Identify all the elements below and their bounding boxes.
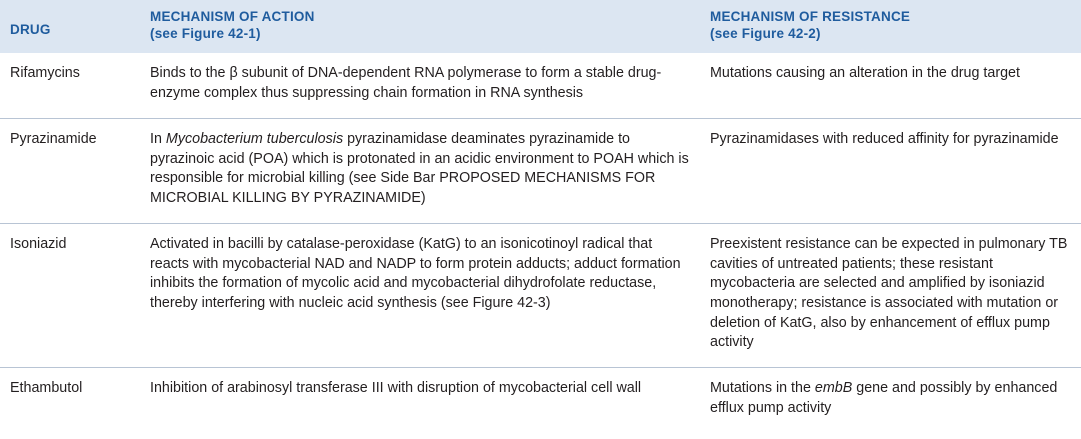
column-header-drug-label: DRUG: [10, 22, 51, 37]
moa-text-pre: In: [150, 130, 166, 147]
cell-drug: [0, 368, 140, 433]
column-header-mor-title: MECHANISM OF RESISTANCE: [710, 9, 911, 24]
table-row: [0, 53, 1081, 118]
cell-drug: [0, 118, 140, 223]
drug-name: Ethambutol: [10, 380, 83, 397]
cell-mechanism-of-action: [140, 118, 700, 223]
mor-text-pre: Mutations causing an alteration in the drug target: [710, 65, 1020, 82]
table-row: [0, 118, 1081, 223]
mor-text-pre: Preexistent resistance can be expected in pulmonary TB cavities of untreated patients; these resistant mycobacteria are selected and amplified by isoniazid monotherapy; resistance is associated with mutation or deletion of KatG, also by enhancement of efflux pump activity: [710, 235, 1068, 351]
cell-drug: [0, 53, 140, 118]
moa-text-pre: Inhibition of arabinosyl transferase III with disruption of mycobacterial cell wall: [150, 380, 642, 397]
column-header-mechanism-of-action: [140, 0, 700, 53]
column-header-moa-subtitle: (see Figure 42-1): [150, 25, 261, 41]
cell-mechanism-of-resistance: [700, 53, 1081, 118]
column-header-mechanism-of-resistance: [700, 0, 1081, 53]
table-row: [0, 368, 1081, 433]
cell-mechanism-of-action: [140, 368, 700, 433]
mor-text-italic: embB: [814, 380, 853, 397]
header-row: [0, 0, 1081, 53]
table-header: [0, 0, 1081, 53]
column-header-mor-subtitle: (see Figure 42-2): [710, 25, 821, 41]
mor-text-post: gene and possibly by enhanced efflux pump activity: [710, 380, 1058, 416]
cell-mechanism-of-resistance: [700, 118, 1081, 223]
mor-text-pre: Mutations in the: [710, 380, 815, 397]
column-header-moa-title: MECHANISM OF ACTION: [150, 9, 315, 24]
table-row: [0, 223, 1081, 367]
table-body: [0, 53, 1081, 432]
moa-text-pre: Binds to the β subunit of DNA-dependent RNA polymerase to form a stable drug-enzyme complex thus suppressing chain formation in RNA synthesis: [150, 65, 662, 102]
mor-text-pre: Pyrazinamidases with reduced affinity for pyrazinamide: [710, 130, 1059, 147]
cell-mechanism-of-resistance: [700, 368, 1081, 433]
moa-text-italic: Mycobacterium tuberculosis: [165, 130, 344, 147]
drug-name: Isoniazid: [10, 235, 67, 252]
cell-mechanism-of-action: [140, 223, 700, 367]
column-header-drug: [0, 0, 140, 53]
moa-text-pre: Activated in bacilli by catalase-peroxidase (KatG) to an isonicotinoyl radical that reacts with mycobacterial NAD and NADP to form protein adducts; adduct formation inhibits the formation of mycolic acid and mycobacterial dihydrofolate reductase, thereby interfering with nucleic acid synthesis (see Figure 42-3): [150, 235, 681, 311]
drug-name: Rifamycins: [10, 65, 80, 82]
cell-drug: [0, 223, 140, 367]
moa-text-post: pyrazinamidase deaminates pyrazinamide to pyrazinoic acid (POA) which is protonated in an acidic environment to POAH which is responsible for microbial killing (see Side Bar PROPOSED MECHANISMS FOR MICROBIAL KILLING BY PYRAZINAMIDE): [150, 130, 689, 207]
cell-mechanism-of-resistance: [700, 223, 1081, 367]
cell-mechanism-of-action: [140, 53, 700, 118]
drug-name: Pyrazinamide: [10, 130, 97, 147]
